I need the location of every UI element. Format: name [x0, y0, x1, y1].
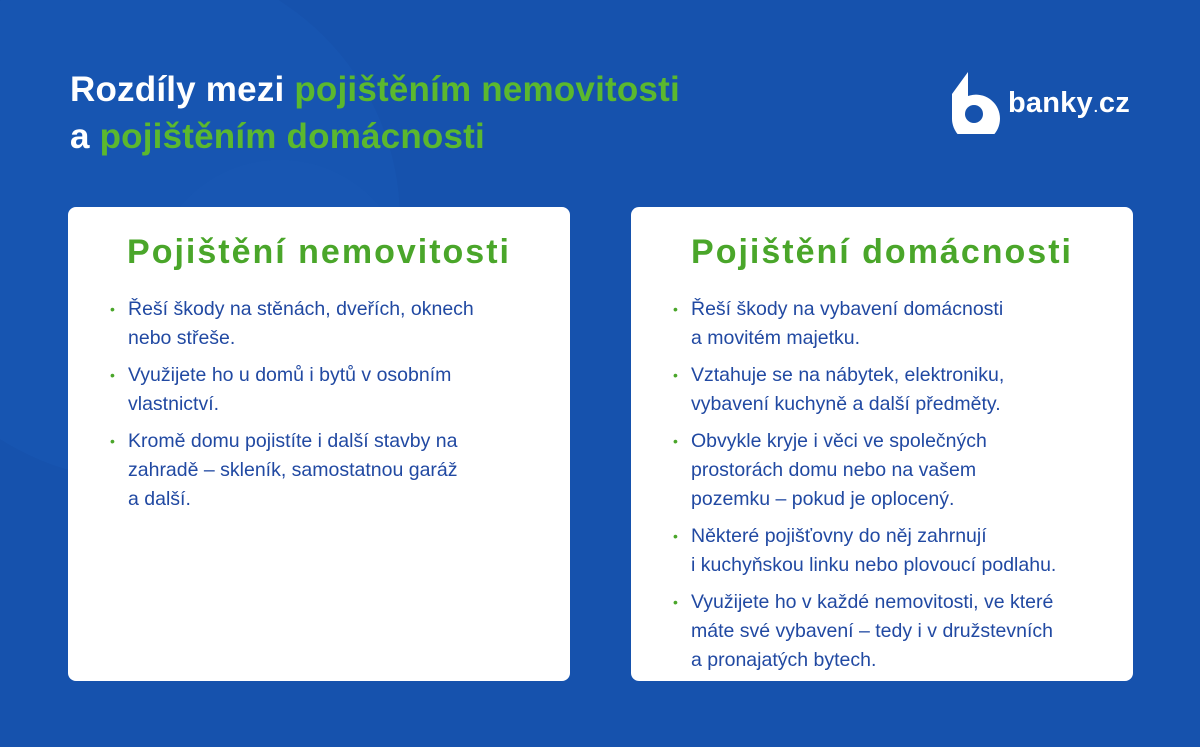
list-item-text: Obvykle kryje i věci ve společných prostorách domu nebo na vašem pozemku – pokud je oplocený. [691, 430, 987, 510]
card-household-insurance [631, 207, 1133, 681]
bullet-icon: • [110, 301, 115, 317]
bullet-icon: • [673, 528, 678, 544]
title-highlight: pojištěním domácnosti [99, 117, 485, 156]
logo-text [1008, 87, 1130, 120]
bullet-list [110, 295, 540, 522]
list-item [673, 427, 1103, 514]
card-heading: Pojištění domácnosti [691, 233, 1073, 271]
list-item-text: Kromě domu pojistíte i další stavby na zahradě – skleník, samostatnou garáž a další. [128, 430, 458, 510]
card-property-insurance [68, 207, 570, 681]
list-item [673, 361, 1103, 419]
title-text: a [70, 117, 100, 156]
list-item-text: Některé pojišťovny do něj zahrnují i kuchyňskou linku nebo plovoucí podlahu. [691, 525, 1057, 576]
title-text: Rozdíly mezi [70, 70, 295, 109]
bullet-icon: • [673, 433, 678, 449]
bullet-icon: • [110, 433, 115, 449]
banky-logo-icon [950, 72, 1000, 134]
bullet-icon: • [673, 594, 678, 610]
logo-tld: cz [1098, 86, 1130, 119]
title-highlight: pojištěním nemovitosti [294, 70, 680, 109]
bullet-list [673, 295, 1103, 683]
list-item-text: Řeší škody na vybavení domácnosti a movitém majetku. [691, 298, 1004, 349]
logo-dot: . [1093, 98, 1098, 115]
list-item [673, 522, 1103, 580]
list-item-text: Řeší škody na stěnách, dveřích, oknech nebo střeše. [128, 298, 474, 349]
list-item-text: Využijete ho v každé nemovitosti, ve které máte své vybavení – tedy i v družstevních a pronajatých bytech. [691, 591, 1054, 671]
bullet-icon: • [110, 367, 115, 383]
page-title [70, 66, 680, 160]
banky-logo [950, 72, 1130, 134]
list-item [110, 361, 540, 419]
list-item [110, 295, 540, 353]
bullet-icon: • [673, 367, 678, 383]
list-item [673, 295, 1103, 353]
card-heading: Pojištění nemovitosti [127, 233, 511, 271]
list-item-text: Využijete ho u domů i bytů v osobním vlastnictví. [128, 364, 452, 415]
list-item-text: Vztahuje se na nábytek, elektroniku, vybavení kuchyně a další předměty. [691, 364, 1005, 415]
bullet-icon: • [673, 301, 678, 317]
list-item [673, 588, 1103, 675]
list-item [110, 427, 540, 514]
logo-name: banky [1008, 86, 1093, 119]
